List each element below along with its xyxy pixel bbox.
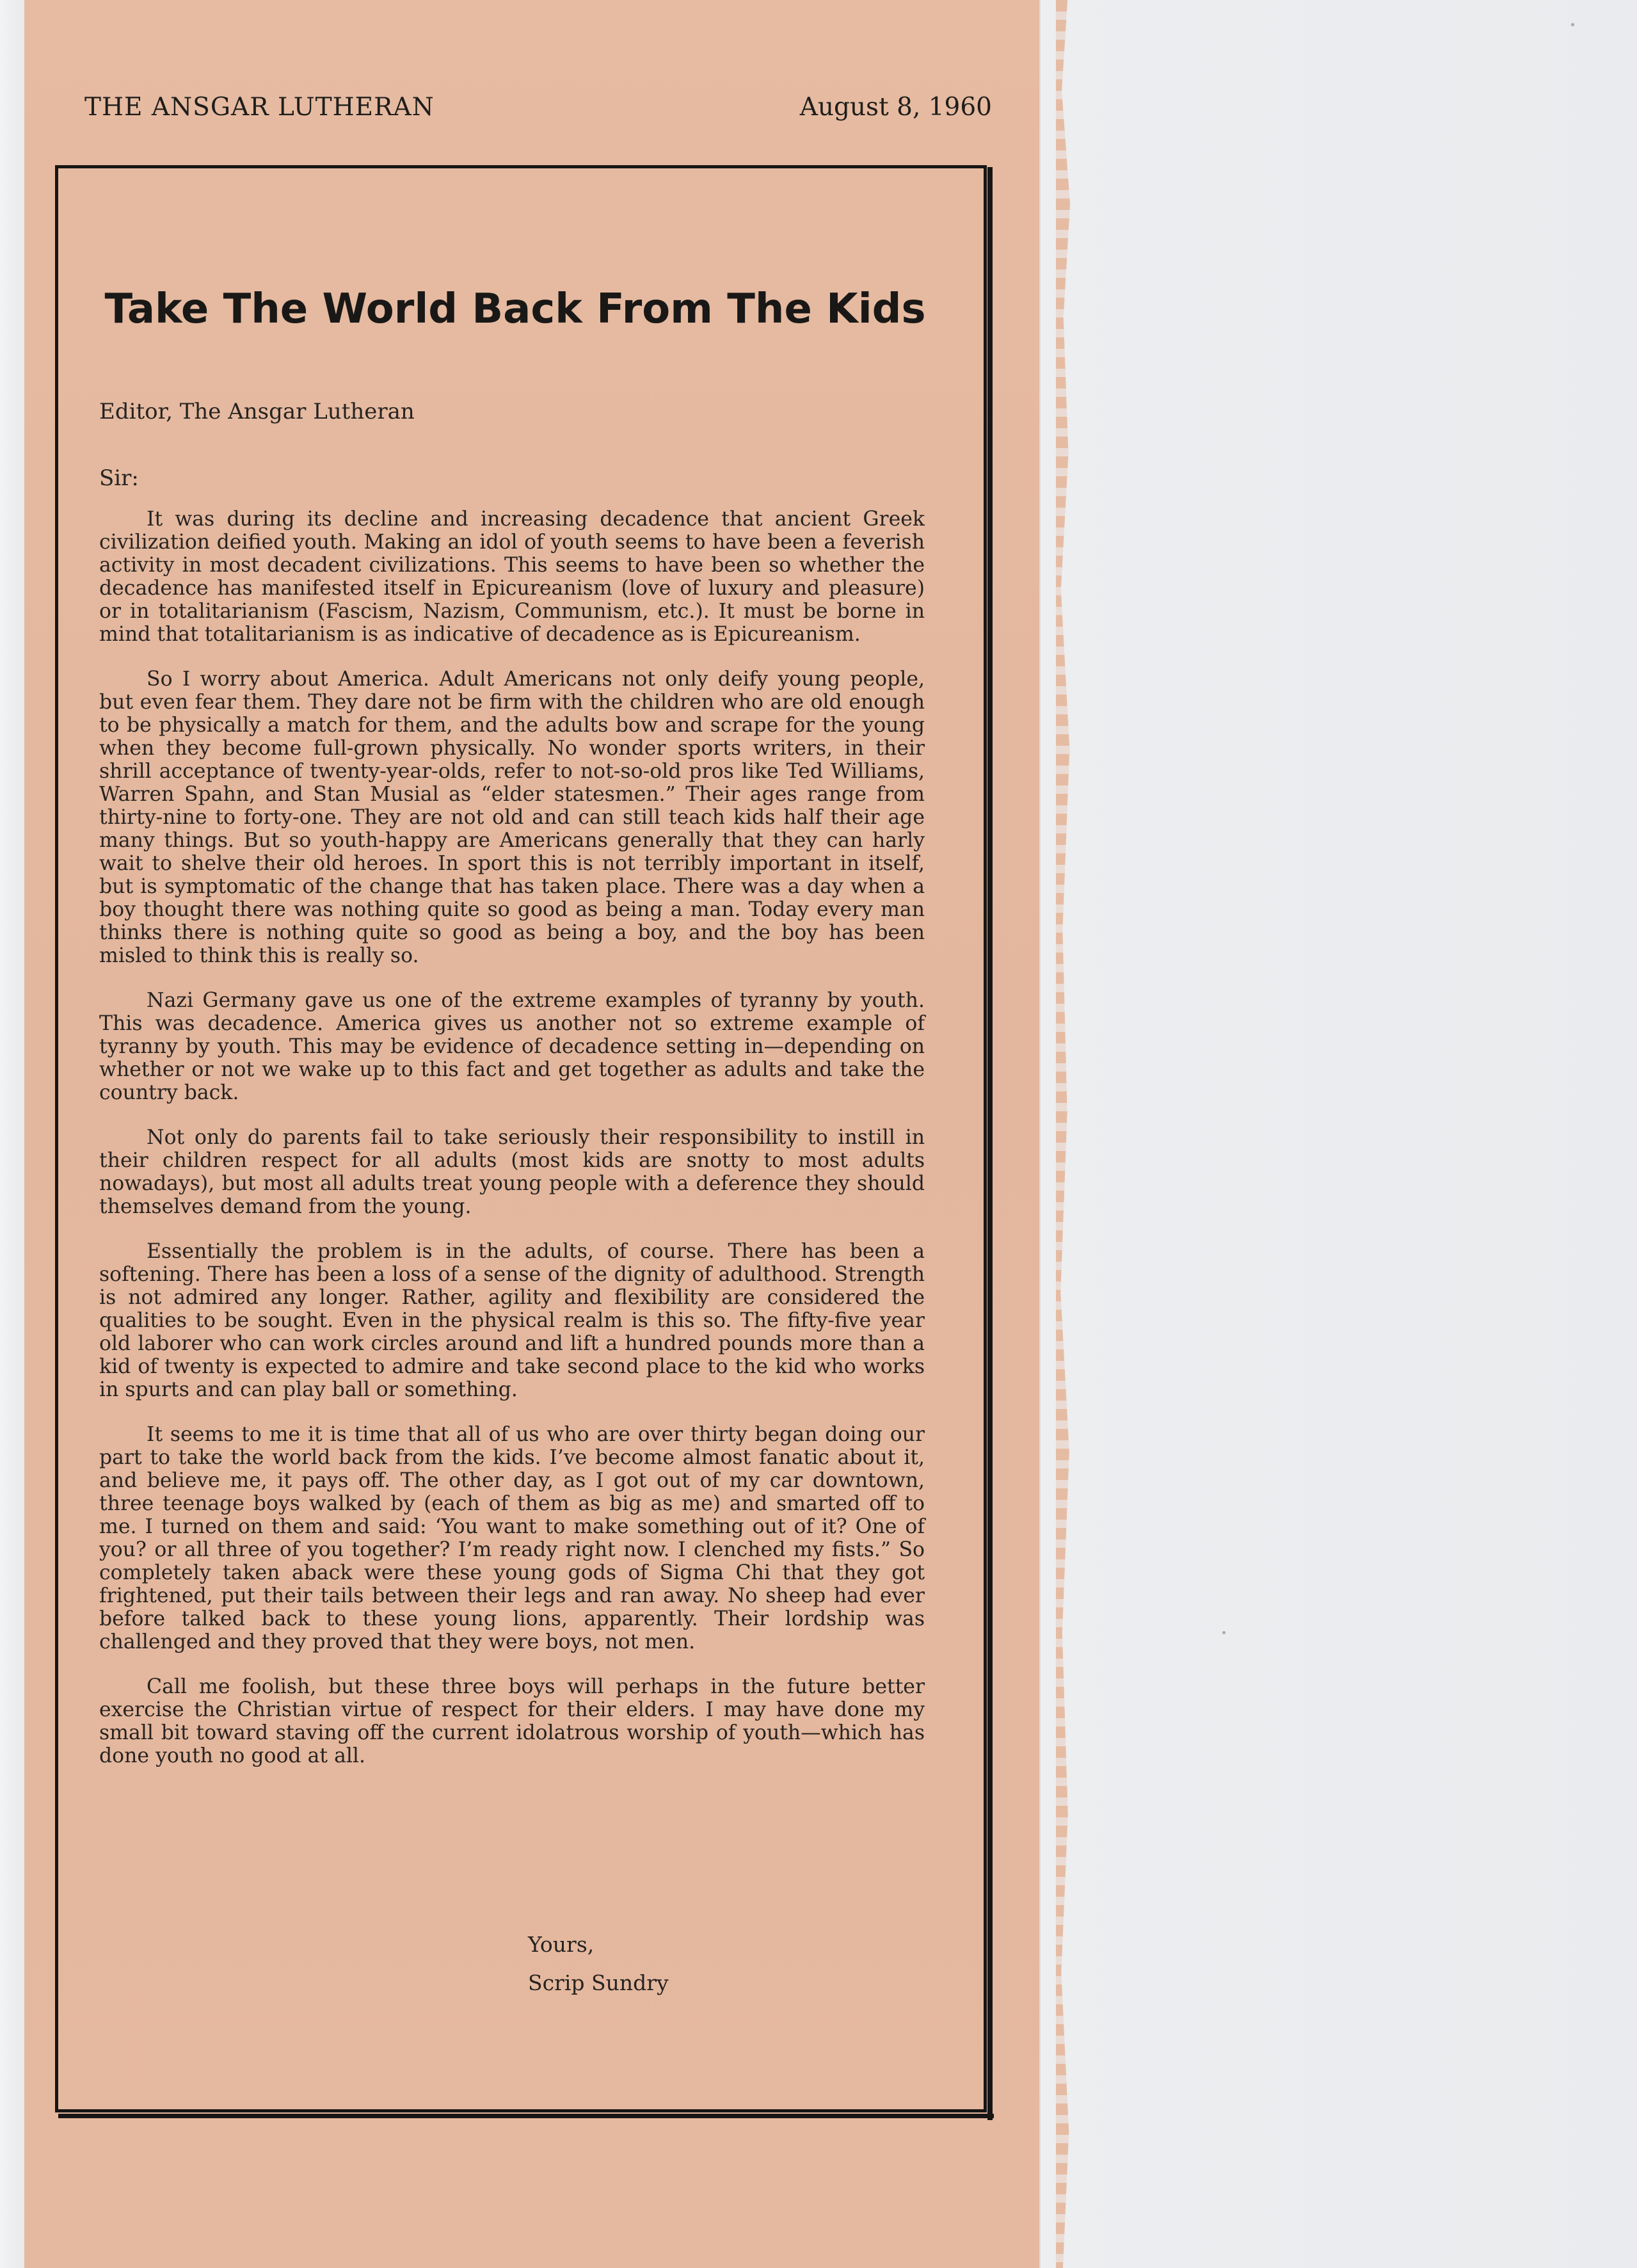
publication-name: THE ANSGAR LUTHERAN — [84, 93, 435, 122]
scan-speck — [1222, 1631, 1226, 1634]
addressee-line: Editor, The Ansgar Lutheran — [99, 399, 415, 424]
article-frame — [55, 165, 987, 2112]
newspaper-clipping — [24, 0, 1039, 2268]
letter-body — [99, 508, 925, 1767]
scan-speck — [1571, 23, 1574, 26]
letter-paragraph: It seems to me it is time that all of us who are over thirty began doing our part to take the world back from the kids. I’ve become almost fanatic about it, and believe me, it pays off. The other day, as I got out of my car downtown, three teenage boys walked by (each of them as big as me) and smarted off to me. I turned on them and said: ‘You want to make something out of it? One of you? or all three of you together? I’m ready right now. I clenched my fists.” So completely taken aback were these young gods of Sigma Chi that they got frightened, put their tails between their legs and ran away. No sheep had ever before talked back to these young lions, apparently. Their lordship was challenged and they proved that they were boys, not men. — [99, 1423, 925, 1653]
signature-name: Scrip Sundry — [528, 1970, 669, 1995]
newspaper-header — [84, 88, 992, 127]
letter-paragraph: It was during its decline and increasing decadence that ancient Greek civilization deified youth. Making an idol of youth seems to have been a feverish activity in most decadent civilizations. This seems to have been so whether the decadence has manifested itself in Epicureanism (love of luxury and pleasure) or in totalitarianism (Fascism, Nazism, Communism, etc.). It must be borne in mind that totalitarianism is as indicative of decadence as is Epicureanism. — [99, 508, 925, 646]
letter-paragraph: So I worry about America. Adult Americans not only deify young people, but even fear them. They dare not be firm with the children who are old enough to be physically a match for them, and the adults bow and scrape for the young when they become full-grown physically. No wonder sports writers, in their shrill acceptance of twenty-year-olds, refer to not-so-old pros like Ted Williams, Warren Spahn, and Stan Musial as “elder statesmen.” Their ages range from thirty-nine to forty-one. They are not old and can still teach kids half their age many things. But so youth-happy are Americans generally that they can harly wait to shelve their old heroes. In sport this is not terribly important in itself, but is symptomatic of the change that has taken place. There was a day when a boy thought there was nothing quite so good as being a man. Today every man thinks there is nothing quite so good as being a boy, and the boy has been misled to think this is really so. — [99, 668, 925, 967]
letter-paragraph: Essentially the problem is in the adults, of course. There has been a softening. There has been a loss of a sense of the dignity of adulthood. Strength is not admired any longer. Rather, agility and flexibility are considered the qualities to be sought. Even in the physical realm is this so. The fifty-five year old laborer who can work circles around and lift a hundred pounds more than a kid of twenty is expected to admire and take second place to the kid who works in spurts and can play ball or something. — [99, 1240, 925, 1401]
letter-paragraph: Call me foolish, but these three boys will perhaps in the future better exercise the Christian virtue of respect for their elders. I may have done my small bit toward staving off the current idolatrous worship of youth—which has done youth no good at all. — [99, 1675, 925, 1767]
left-paper-edge — [0, 0, 24, 2268]
issue-date: August 8, 1960 — [799, 93, 992, 122]
letter-paragraph: Nazi Germany gave us one of the extreme examples of tyranny by youth. This was decadence. America gives us another not so extreme example of tyranny by youth. This may be evidence of decadence setting in—depending on whether or not we wake up to this fact and get together as adults and take the country back. — [99, 989, 925, 1104]
closing-word: Yours, — [528, 1932, 595, 1957]
salutation-line: Sir: — [99, 465, 139, 491]
article-title: Take The World Back From The Kids — [104, 286, 926, 333]
letter-paragraph: Not only do parents fail to take seriously their responsibility to instill in their children respect for all adults (most kids are snotty to most adults nowadays), but most all adults treat young people with a deference they should themselves demand from the young. — [99, 1126, 925, 1218]
letter-closing — [528, 1926, 669, 2002]
